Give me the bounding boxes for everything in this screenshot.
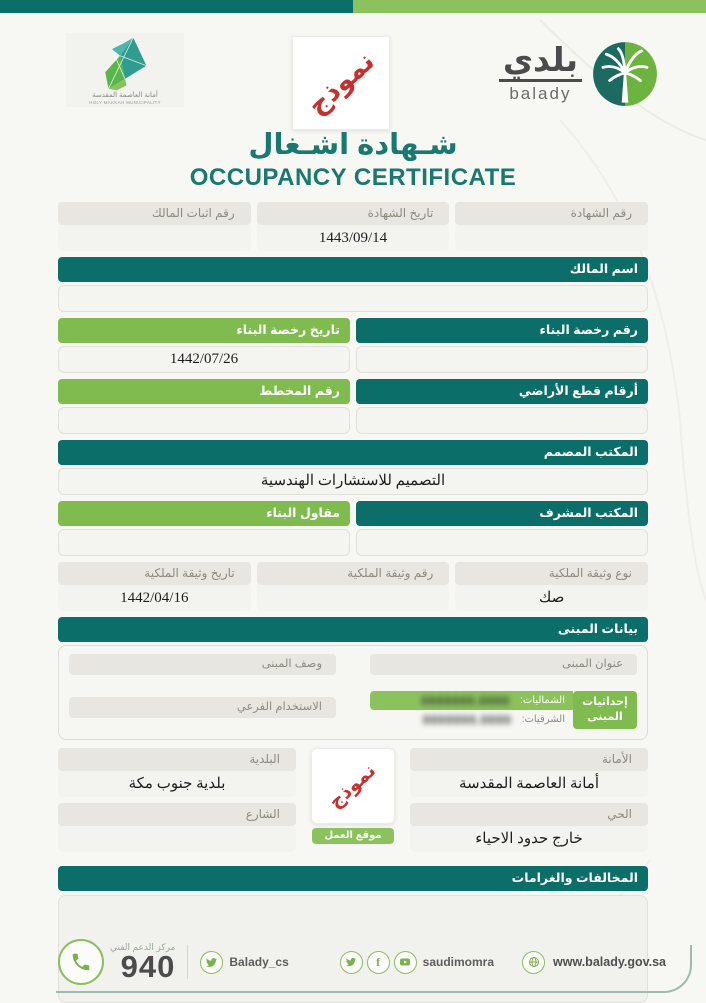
field-certificate-date	[257, 202, 450, 251]
location-right-column	[410, 748, 648, 858]
field-sub-usage	[69, 689, 336, 728]
owner-name-value	[58, 285, 648, 312]
field-deed-number	[257, 562, 450, 611]
field-permit-number	[356, 318, 648, 373]
amanah-value: أمانة العاصمة المقدسة	[410, 771, 648, 797]
plan-number-value	[58, 407, 350, 434]
field-building-coordinates	[370, 689, 637, 729]
permit-date-value: 1442/07/26	[58, 346, 350, 373]
east-value-redacted: 0000000.0000	[422, 712, 512, 727]
building-data-title: بيانات المبنى	[58, 617, 648, 642]
municipality-label: البلدية	[58, 748, 296, 771]
globe-icon	[522, 951, 545, 974]
permit-number-value	[356, 346, 648, 373]
designer-office-label: المكتب المصمم	[58, 440, 648, 465]
building-data-box	[58, 645, 648, 740]
building-description-label: وصف المبنى	[69, 654, 336, 675]
street-label: الشارع	[58, 803, 296, 826]
field-building-address	[370, 654, 637, 685]
field-owner-id	[58, 202, 251, 251]
field-land-plots	[356, 379, 648, 434]
owner-name-label: اسم المالك	[58, 257, 648, 282]
phone-icon	[58, 939, 104, 985]
deed-date-value: 1442/04/16	[58, 585, 251, 611]
supervisor-office-value	[356, 529, 648, 556]
municipality-name-arabic: أمانة العاصمة المقدسة	[92, 92, 158, 99]
sample-stamp-worksite	[311, 748, 395, 824]
field-district	[410, 803, 648, 852]
certificate-number-value	[455, 225, 648, 251]
sub-usage-label: الاستخدام الفرعي	[69, 697, 336, 718]
balady-logo	[499, 41, 658, 107]
balady-logo-arabic: بلدي	[499, 45, 582, 82]
row-permit	[58, 318, 648, 373]
top-bar-green-segment	[353, 0, 706, 13]
certificate-number-label: رقم الشهادة	[455, 202, 648, 225]
permit-number-label: رقم رخصة البناء	[356, 318, 648, 343]
row-deed	[58, 562, 648, 611]
row-certificate-info	[58, 202, 648, 251]
footer	[0, 931, 706, 1003]
street-value	[58, 826, 296, 852]
coordinates-east-row	[370, 710, 573, 729]
north-label: الشماليات:	[520, 695, 565, 706]
row-land	[58, 379, 648, 434]
deed-type-value: صك	[455, 585, 648, 611]
makkah-municipality-logo	[66, 33, 184, 107]
field-municipality	[58, 748, 296, 797]
field-amanah	[410, 748, 648, 797]
municipality-emblem-icon	[92, 36, 158, 92]
field-designer-office	[58, 440, 648, 495]
district-value: خارج حدود الاحياء	[410, 826, 648, 852]
deed-date-label: تاريخ وثيقة الملكية	[58, 562, 251, 585]
field-building-description	[69, 654, 336, 685]
location-section	[58, 748, 648, 858]
sample-stamp-top	[292, 36, 390, 130]
field-owner-name	[58, 257, 648, 312]
worksite-stamp-block	[310, 748, 396, 858]
location-left-column	[58, 748, 296, 858]
website-url: www.balady.gov.sa	[553, 955, 666, 969]
row-offices	[58, 501, 648, 556]
contractor-value	[58, 529, 350, 556]
certificate-title-english: OCCUPANCY CERTIFICATE	[189, 164, 517, 191]
coordinates-north-row	[370, 691, 573, 710]
header	[0, 13, 706, 121]
field-supervisor-office	[356, 501, 648, 556]
field-deed-date	[58, 562, 251, 611]
top-bar-teal-segment	[0, 0, 353, 13]
district-label: الحي	[410, 803, 648, 826]
balady-logo-latin: balady	[509, 83, 572, 103]
municipality-name-english: HOLY MAKKAH MUNICIPALITY	[89, 100, 161, 105]
twitter-handle: Balady_cs	[229, 955, 289, 969]
top-color-bar	[0, 0, 706, 13]
coordinates-label: إحداثيات المبنى	[573, 691, 637, 729]
north-value-redacted: 0000000.0000	[421, 693, 511, 708]
owner-id-value	[58, 225, 251, 251]
building-address-value	[370, 675, 637, 685]
footer-divider	[187, 945, 188, 979]
deed-number-value	[257, 585, 450, 611]
balady-palm-icon	[592, 41, 658, 107]
social-handle: saudimomra	[422, 955, 494, 969]
building-description-value	[69, 675, 336, 685]
twitter-icon	[200, 951, 223, 974]
facebook-icon: f	[367, 951, 390, 974]
certificate-form	[58, 202, 648, 1003]
permit-date-label: تاريخ رخصة البناء	[58, 318, 350, 343]
field-permit-date	[58, 318, 350, 373]
deed-type-label: نوع وثيقة الملكية	[455, 562, 648, 585]
field-certificate-number	[455, 202, 648, 251]
worksite-stamp-text: نموذج	[325, 759, 381, 813]
worksite-label: موقع العمل	[312, 828, 394, 844]
youtube-icon	[394, 951, 417, 974]
designer-office-value: التصميم للاستشارات الهندسية	[58, 468, 648, 495]
contractor-label: مقاول البناء	[58, 501, 350, 526]
support-number: 940	[120, 949, 176, 984]
building-address-label: عنوان المبنى	[370, 654, 637, 675]
field-contractor	[58, 501, 350, 556]
social-twitter-icon	[340, 951, 363, 974]
field-plan-number	[58, 379, 350, 434]
municipality-value: بلدية جنوب مكة	[58, 771, 296, 797]
sample-stamp-text: نموذج	[301, 45, 381, 121]
support-center-label: مركز الدعم الفني	[110, 942, 176, 952]
land-plots-label: أرقام قطع الأراضي	[356, 379, 648, 404]
amanah-label: الأمانة	[410, 748, 648, 771]
sub-usage-value	[69, 718, 336, 728]
supervisor-office-label: المكتب المشرف	[356, 501, 648, 526]
land-plots-value	[356, 407, 648, 434]
deed-number-label: رقم وثيقة الملكية	[257, 562, 450, 585]
plan-number-label: رقم المخطط	[58, 379, 350, 404]
certificate-date-value: 1443/09/14	[257, 225, 450, 251]
violations-label: المخالفات والغرامات	[58, 866, 648, 891]
certificate-date-label: تاريخ الشهادة	[257, 202, 450, 225]
certificate-title-arabic: شـهادة اشـغال	[248, 129, 458, 161]
field-street	[58, 803, 296, 852]
field-deed-type	[455, 562, 648, 611]
owner-id-label: رقم اثبات المالك	[58, 202, 251, 225]
east-label: الشرقيات:	[521, 714, 565, 725]
building-data-section	[58, 617, 648, 740]
